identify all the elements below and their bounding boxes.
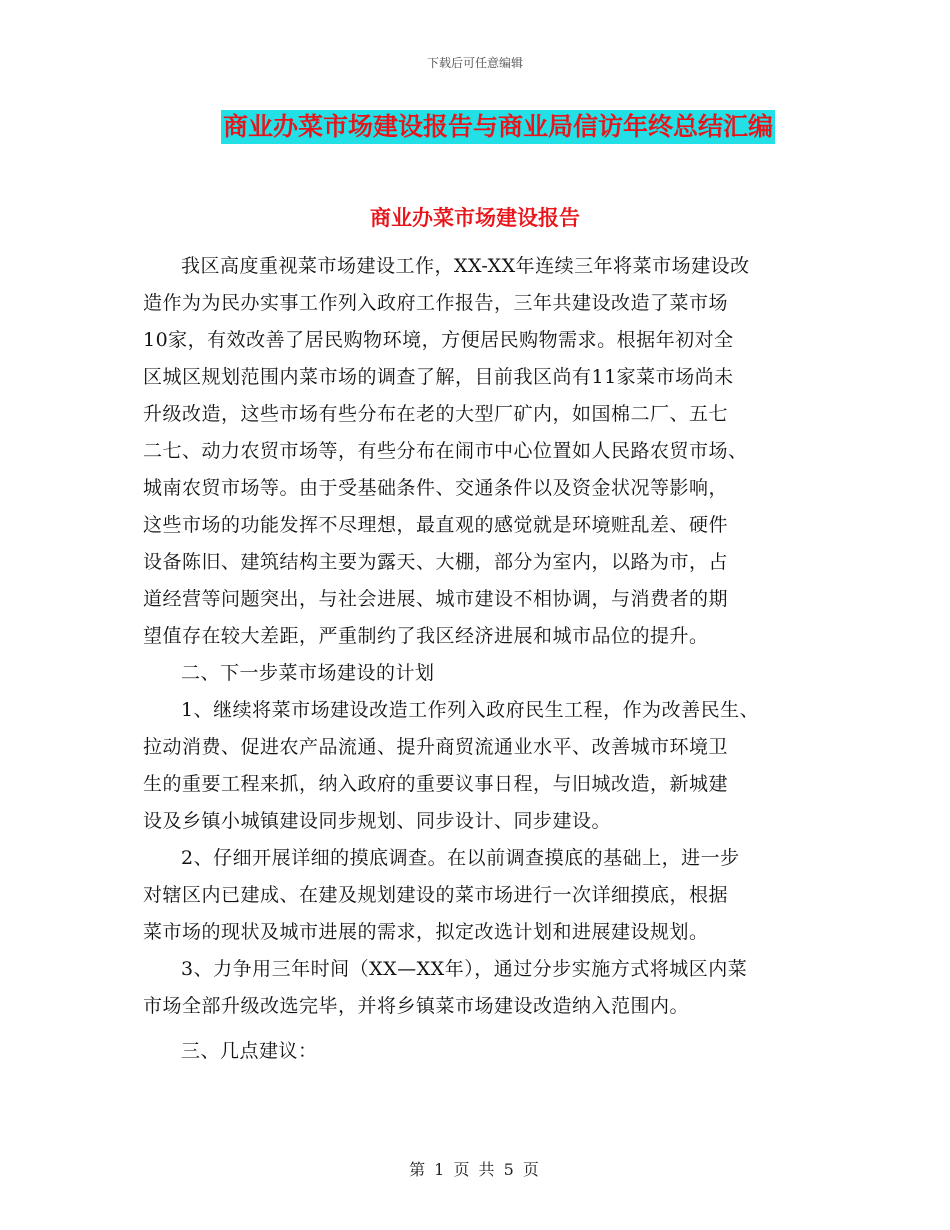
text-line: 设及乡镇小城镇建设同步规划、同步设计、同步建设。 [143,810,612,832]
text-line: 设备陈旧、建筑结构主要为露天、大棚，部分为室内，以路为市，占 [143,551,729,573]
text-line: 菜市场的现状及城市进展的需求，拟定改选计划和进展建设规划。 [143,921,709,943]
text-line: 3、力争用三年时间（XX—XX年），通过分步实施方式将城区内菜 [181,958,748,980]
text-line: 2、仔细开展详细的摸底调查。在以前调查摸底的基础上，进一步 [181,847,740,869]
text-line: 这些市场的功能发挥不尽理想，最直观的感觉就是环境赃乱差、硬件 [143,514,729,536]
heading-line: 二、下一步菜市场建设的计划 [181,662,435,684]
paragraph-plan-heading [143,655,827,692]
heading-line: 三、几点建议： [181,1040,318,1062]
spacer [143,1025,827,1033]
text-line: 二七、动力农贸市场等，有些分布在闹市中心位置如人民路农贸市场、 [143,440,748,462]
paragraph-plan-1 [143,692,827,840]
text-line: 望值存在较大差距，严重制约了我区经济进展和城市品位的提升。 [143,625,709,647]
paragraph-plan-2 [143,840,827,951]
text-line: 升级改造，这些市场有些分布在老的大型厂矿内，如国棉二厂、五七 [143,403,729,425]
text-line: 1、继续将菜市场建设改造工作列入政府民生工程，作为改善民生、 [181,699,760,721]
paragraph-plan-3 [143,951,827,1025]
text-line: 对辖区内已建成、在建及规划建设的菜市场进行一次详细摸底，根据 [143,884,729,906]
main-title-wrap [0,110,950,144]
text-line: 10家，有效改善了居民购物环境，方便居民购物需求。根据年初对全 [143,329,734,351]
paragraph-suggestions-heading [143,1033,827,1070]
text-line: 区城区规划范围内菜市场的调查了解，目前我区尚有11家菜市场尚未 [143,366,734,388]
page-footer: 第 1 页 共 5 页 [409,1160,541,1179]
text-line: 造作为为民办实事工作列入政府工作报告，三年共建设改造了菜市场 [143,292,729,314]
text-line: 拉动消费、促进农产品流通、提升商贸流通业水平、改善城市环境卫 [143,736,729,758]
text-line: 我区高度重视菜市场建设工作，XX-XX年连续三年将菜市场建设改 [181,255,750,277]
main-title: 商业办菜市场建设报告与商业局信访年终总结汇编 [221,110,775,144]
text-line: 生的重要工程来抓，纳入政府的重要议事日程，与旧城改造，新城建 [143,773,729,795]
text-line: 道经营等问题突出，与社会进展、城市建设不相协调，与消费者的期 [143,588,729,610]
text-line: 城南农贸市场等。由于受基础条件、交通条件以及资金状况等影响， [143,477,729,499]
text-line: 市场全部升级改选完毕，并将乡镇菜市场建设改造纳入范围内。 [143,995,690,1017]
header-note: 下载后可任意编辑 [426,56,523,70]
section-title: 商业办菜市场建设报告 [370,206,580,230]
body-text [143,248,827,1070]
paragraph-intro [143,248,827,655]
